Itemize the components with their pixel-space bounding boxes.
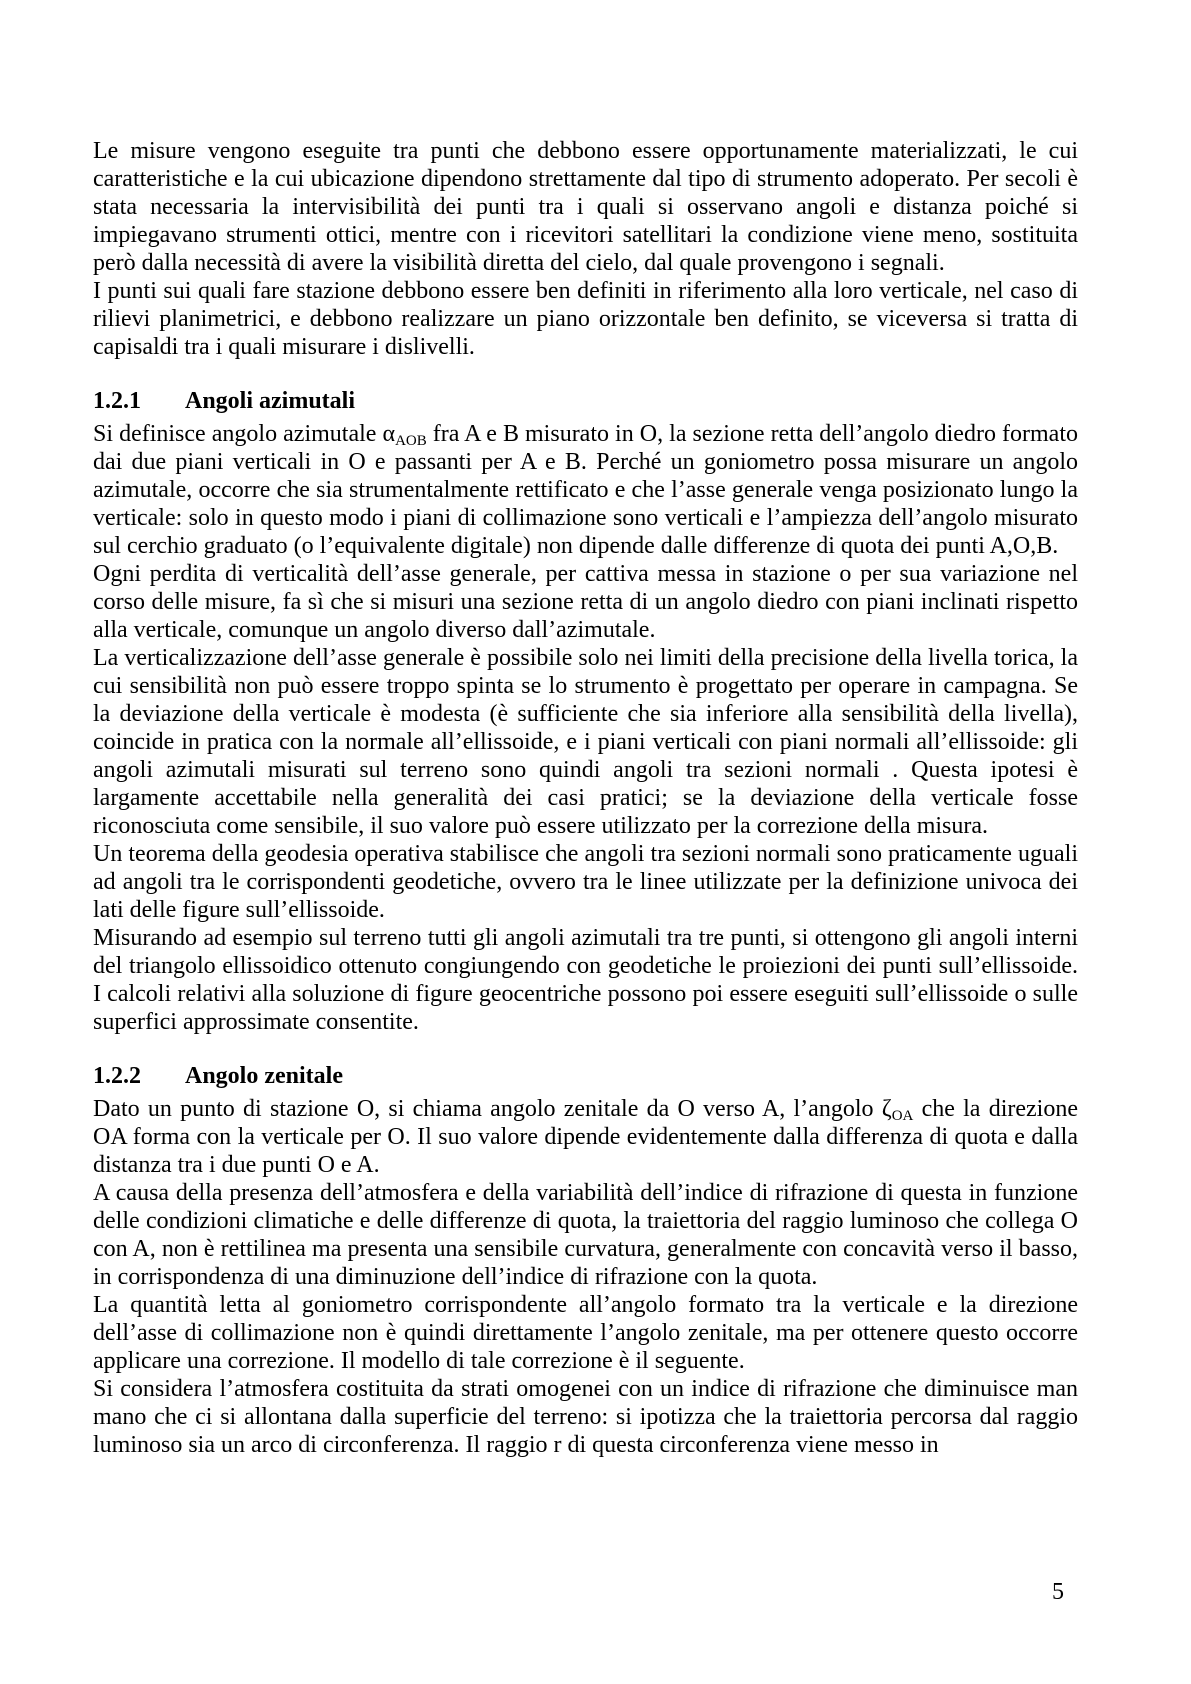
paragraph-text: Dato un punto di stazione O, si chiama angolo zenitale da O verso A, l’angolo ζ	[93, 1096, 892, 1122]
section-heading-azimutali	[93, 387, 1078, 415]
paragraph-text: Si definisce angolo azimutale α	[93, 421, 396, 447]
paragraph-zenitale-1	[93, 1095, 1078, 1179]
section-number: 1.2.1	[93, 388, 141, 414]
paragraph-azimutali-5: Misurando ad esempio sul terreno tutti gli angoli azimutali tra tre punti, si ottengono gli angoli interni del triangolo ellissoidico ottenuto congiungendo con geodetiche le proiezioni dei punti sull’ellissoide. I calcoli relativi alla soluzione di figure geocentriche possono poi essere eseguiti sull’ellissoide o sulle superfici approssimate consentite.	[93, 925, 1078, 1035]
section-title: Angolo zenitale	[185, 1063, 343, 1089]
paragraph-azimutali-3: La verticalizzazione dell’asse generale è possibile solo nei limiti della precisione della livella torica, la cui sensibilità non può essere troppo spinta se lo strumento è progettato per operare in campagna. Se la deviazione della verticale è modesta (è sufficiente che sia inferiore alla sensibilità della livella), coincide in pratica con la normale all’ellissoide, e i piani verticali con piani normali all’ellissoide: gli angoli azimutali misurati sul terreno sono quindi angoli tra sezioni normali . Questa ipotesi è largamente accettabile nella generalità dei casi pratici; se la deviazione della verticale fosse riconosciuta come sensibile, il suo valore può essere utilizzato per la correzione della misura.	[93, 645, 1078, 839]
paragraph-zenitale-4: Si considera l’atmosfera costituita da strati omogenei con un indice di rifrazione che diminuisce man mano che ci si allontana dalla superficie del terreno: si ipotizza che la traiettoria percorsa dal raggio luminoso sia un arco di circonferenza. Il raggio r di questa circonferenza viene messo in	[93, 1376, 1078, 1458]
paragraph-zenitale-2: A causa della presenza dell’atmosfera e della variabilità dell’indice di rifrazione di questa in funzione delle condizioni climatiche e delle differenze di quota, la traiettoria del raggio luminoso che collega O con A, non è rettilinea ma presenta una sensibile curvatura, generalmente con concavità verso il basso, in corrispondenza di una diminuzione dell’indice di rifrazione con la quota.	[93, 1180, 1078, 1290]
subscript-aob: AOB	[395, 433, 427, 449]
paragraph-azimutali-2: Ogni perdita di verticalità dell’asse generale, per cattiva messa in stazione o per sua variazione nel corso delle misure, fa sì che si misuri una sezione retta di un angolo diedro con piani inclinati rispetto alla verticale, comunque un angolo diverso dall’azimutale.	[93, 561, 1078, 643]
section-heading-zenitale	[93, 1062, 1078, 1090]
subscript-oa: OA	[891, 1108, 914, 1124]
page-body	[93, 137, 1078, 1459]
paragraph-intro-1: Le misure vengono eseguite tra punti che debbono essere opportunamente materializzati, le cui caratteristiche e la cui ubicazione dipendono strettamente dal tipo di strumento adoperato. Per secoli è stata necessaria la intervisibilità dei punti tra i quali si osservano angoli e distanza poiché si impiegavano strumenti ottici, mentre con i ricevitori satellitari la condizione viene meno, sostituita però dalla necessità di avere la visibilità diretta del cielo, dal quale provengono i segnali.	[93, 138, 1078, 276]
paragraph-intro-2: I punti sui quali fare stazione debbono essere ben definiti in riferimento alla loro verticale, nel caso di rilievi planimetrici, e debbono realizzare un piano orizzontale ben definito, se viceversa si tratta di capisaldi tra i quali misurare i dislivelli.	[93, 278, 1078, 360]
section-title: Angoli azimutali	[185, 388, 356, 414]
paragraph-azimutali-4: Un teorema della geodesia operativa stabilisce che angoli tra sezioni normali sono praticamente uguali ad angoli tra le corrispondenti geodetiche, ovvero tra le linee utilizzate per la definizione univoca dei lati delle figure sull’ellissoide.	[93, 841, 1078, 923]
paragraph-text: fra A e B misurato in O, la sezione retta dell’angolo diedro formato dai due piani verticali in O e passanti per A e B. Perché un goniometro possa misurare un angolo azimutale, occorre che sia strumentalmente rettificato e che l’asse generale venga posizionato lungo la verticale: solo in questo modo i piani di collimazione sono verticali e l’ampiezza dell’angolo misurato sul cerchio graduato (o l’equivalente digitale) non dipende dalle differenze di quota dei punti A,O,B.	[93, 421, 1078, 559]
section-number: 1.2.2	[93, 1063, 141, 1089]
paragraph-azimutali-1	[93, 420, 1078, 560]
paragraph-zenitale-3: La quantità letta al goniometro corrispondente all’angolo formato tra la verticale e la direzione dell’asse di collimazione non è quindi direttamente l’angolo zenitale, ma per ottenere questo occorre applicare una correzione. Il modello di tale correzione è il seguente.	[93, 1292, 1078, 1374]
page-number: 5	[1052, 1579, 1064, 1605]
paragraph-text: che la direzione OA forma con la verticale per O. Il suo valore dipende evidentemente dalla differenza di quota e dalla distanza tra i due punti O e A.	[93, 1096, 1078, 1178]
